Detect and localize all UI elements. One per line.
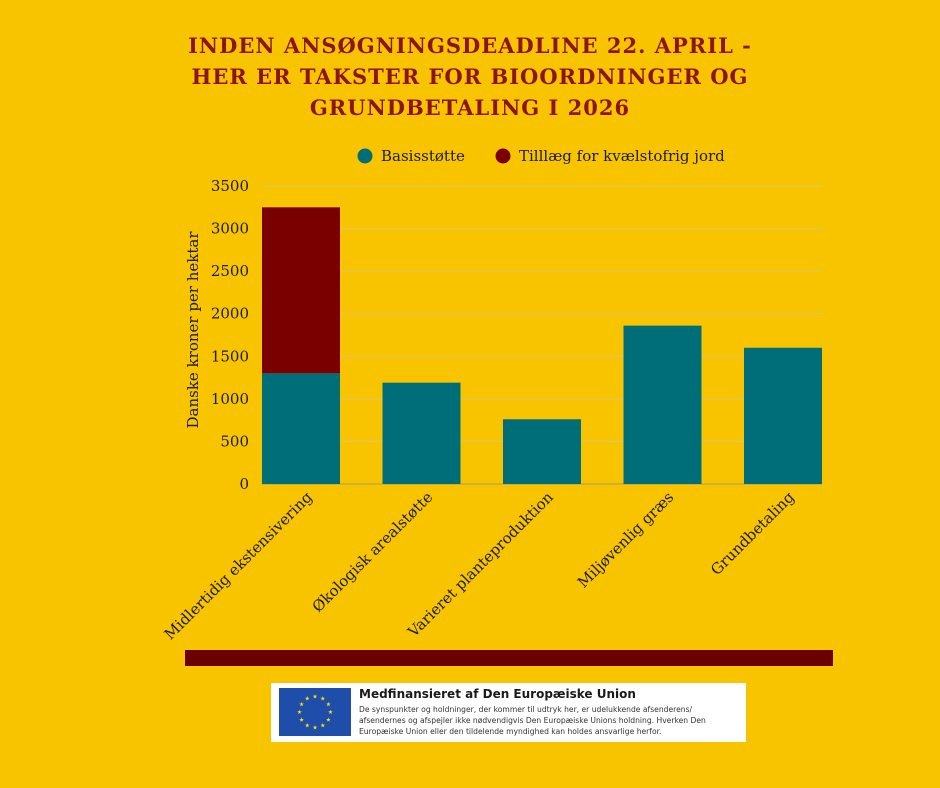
eu-disclaimer-text: De synspunkter og holdninger, der kommer til udtryk her, er udelukkende afsenderens/ afsendernes og afspejler ikke nødvendigvis Den Europæiske Unions holdning. Hverken Den Europæiske Union eller den tildelende myndighed kan holdes ansvarlige herfor. [359,705,706,736]
legend-label: Basisstøtte [381,147,465,165]
y-tick-label: 500 [220,432,249,451]
y-tick-label: 1000 [210,389,249,408]
bar-basis [744,348,822,484]
eu-flag-icon [279,688,351,736]
footer-divider-bar [185,650,833,666]
y-tick-label: 3500 [210,177,249,195]
bar-tillaeg [262,207,340,373]
x-tick-label: Varieret planteproduktion [404,488,557,641]
legend [358,147,726,165]
legend-label: Tilllæg for kvælstofrig jord [519,147,725,165]
x-tick-label: Økologisk arealstøtte [308,488,437,616]
bar-basis [383,383,461,484]
chart-title-line: GRUNDBETALING I 2026 [309,95,631,120]
x-tick-label: Miljøvenlig græs [573,488,678,592]
chart-title-line: HER ER TAKSTER FOR BIOORDNINGER OG [191,64,749,89]
x-tick-label: Midlertidig ekstensivering [160,488,316,644]
x-axis-ticks [161,488,798,643]
bar-basis [262,373,340,484]
legend-swatch [358,149,373,164]
chart-title-line: INDEN ANSØGNINGSDEADLINE 22. APRIL - [188,33,752,58]
bar-basis [503,419,581,484]
bars [262,207,822,484]
bar-basis [624,326,702,484]
y-axis-ticks [211,177,249,493]
y-tick-label: 1500 [210,347,249,366]
eu-funding-notice [271,683,746,742]
y-axis-label: Danske kroner per hektar [184,231,202,429]
y-tick-label: 3000 [210,219,249,238]
y-tick-label: 2500 [210,262,249,281]
legend-swatch [496,149,511,164]
x-tick-label: Grundbetaling [707,488,798,579]
y-tick-label: 2000 [210,304,249,323]
y-tick-label: 0 [239,475,249,493]
eu-funding-title: Medfinansieret af Den Europæiske Union [359,687,636,701]
